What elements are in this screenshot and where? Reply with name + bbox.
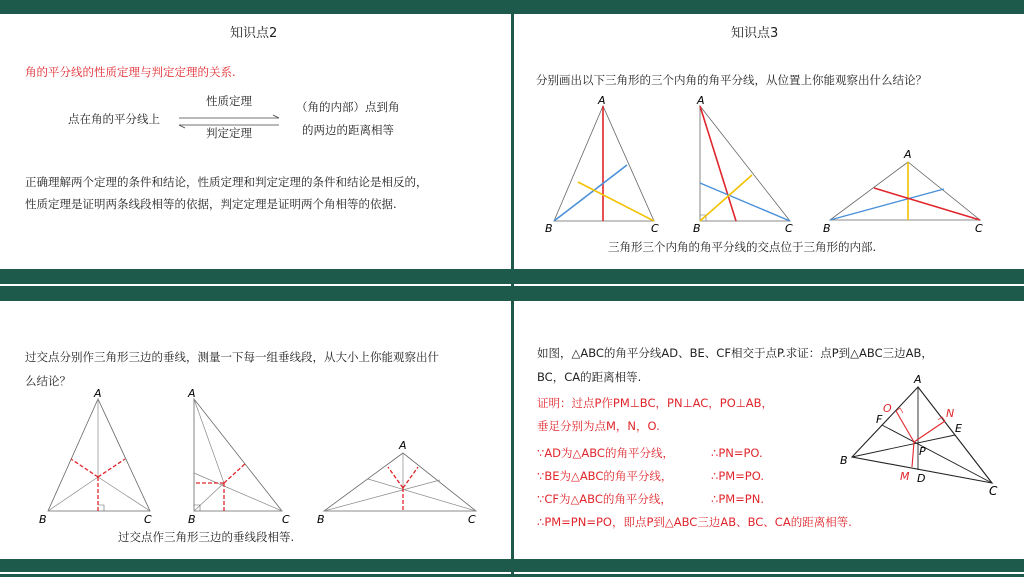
perp-triangle-right-outline (194, 399, 282, 511)
slide4-step1-reason: ∵AD为△ABC的角平分线， (537, 446, 674, 460)
slide2-title: 知识点3 (731, 26, 779, 41)
right-arrow-head (273, 115, 279, 118)
slide4-problem-line1: 如图，△ABC的角平分线AD、BE、CF相交于点P.求证：点P到△ABC三边AB， (537, 346, 933, 360)
perp-pn (914, 421, 945, 442)
slide4-conclusion: ∴PM=PN=PO，即点P到△ABC三边AB、BC、CA的距离相等. (537, 515, 852, 529)
slide1-arrow-top-label: 性质定理 (206, 94, 252, 108)
slide3-caption: 过交点作三角形三边的垂线段相等. (118, 530, 295, 544)
label-c: C (651, 222, 659, 235)
slide3-question-line2: 么结论？ (25, 374, 71, 388)
perp-triangle-acute-outline (48, 399, 150, 511)
label-a: A (697, 94, 705, 107)
label-f: F (876, 413, 883, 426)
label-c: C (989, 484, 998, 498)
slide4-proof-line2: 垂足分别为点M，N，O. (537, 419, 660, 433)
label-b: B (317, 513, 325, 525)
label-a: A (904, 148, 912, 161)
label-b: B (840, 454, 848, 467)
label-c: C (785, 222, 793, 235)
perp-triangle-right (187, 387, 290, 525)
label-m: M (900, 470, 910, 483)
label-c: C (468, 513, 476, 525)
slide3-figures (0, 385, 511, 525)
slide-proof (514, 301, 1024, 559)
perp-pm (912, 442, 914, 467)
figure-mark (194, 399, 224, 483)
label-b: B (823, 222, 831, 235)
triangle-right-outline (700, 106, 790, 221)
slide1-paragraph-line1: 正确理解两个定理的条件和结论，性质定理和判定定理的条件和结论是相反的， (25, 175, 428, 189)
perp-to-ac (403, 467, 418, 488)
triangle-obtuse-outline (830, 162, 980, 220)
slide4-figure (834, 371, 1009, 501)
perp-to-ab (71, 459, 98, 477)
slide-knowledge-2 (0, 14, 511, 269)
slide2-question: 分别画出以下三角形的三个内角的角平分线，从位置上你能观察出什么结论？ (536, 73, 927, 87)
bisector-b-blue (554, 165, 627, 221)
slide4-step1-result: ∴PN=PO. (711, 446, 763, 460)
label-n: N (946, 407, 955, 420)
slide1-subtitle: 角的平分线的性质定理与判定定理的关系. (25, 65, 236, 79)
slide4-step2-reason: ∵BE为△ABC的角平分线， (537, 469, 673, 483)
triangle-abc (852, 387, 992, 483)
label-e: E (955, 422, 962, 435)
slide1-left-label: 点在角的平分线上 (68, 112, 160, 126)
figure-mark (194, 483, 224, 511)
triangle-right (693, 94, 793, 235)
label-a: A (399, 439, 407, 452)
left-arrow-head (179, 125, 185, 128)
slide1-arrow-bottom-label: 判定定理 (206, 126, 252, 140)
label-b: B (545, 222, 553, 235)
bisector-b-blue (700, 183, 790, 221)
triangle-acute (545, 94, 659, 235)
slide2-caption: 三角形三个内角的角平分线的交点位于三角形的内部. (608, 240, 877, 254)
slide1-paragraph-line2: 性质定理是证明两条线段相等的依据，判定定理是证明两个角相等的依据. (25, 197, 397, 211)
perp-triangle-acute (39, 387, 152, 525)
slide1-right-line1: （角的内部）点到角 (296, 100, 400, 114)
slide4-step2-result: ∴PM=PO. (711, 469, 764, 483)
perp-triangle-obtuse (317, 439, 476, 525)
label-a: A (94, 387, 102, 400)
label-c: C (282, 513, 290, 525)
label-b: B (39, 513, 47, 525)
slide1-arrows (175, 114, 285, 130)
slide4-proof-line1: 证明：过点P作PM⊥BC，PN⊥AC，PO⊥AB， (537, 396, 774, 410)
perp-to-ac (224, 463, 246, 483)
slide1-right-line2: 的两边的距离相等 (302, 123, 394, 137)
label-a: A (598, 94, 606, 107)
label-c: C (975, 222, 983, 235)
slide2-figures (514, 92, 1024, 242)
slide3-question-line1: 过交点分别作三角形三边的垂线，测量一下每一组垂线段，从大小上你能观察出什 (25, 350, 439, 364)
figure-mark (98, 505, 104, 511)
slide4-step3-reason: ∵CF为△ABC的角平分线， (537, 492, 672, 506)
label-a: A (914, 373, 922, 386)
slide1-title: 知识点2 (230, 26, 278, 41)
perp-to-ab (388, 467, 403, 488)
slide4-step3-result: ∴PM=PN. (711, 492, 765, 506)
label-d: D (917, 472, 926, 485)
label-c: C (144, 513, 152, 525)
slide-knowledge-3 (514, 14, 1024, 269)
bisector-c-yellow (578, 182, 654, 221)
triangle-acute-outline (554, 106, 654, 221)
label-a: A (188, 387, 196, 400)
label-o: O (883, 402, 892, 415)
label-b: B (693, 222, 701, 235)
figure-mark (194, 473, 282, 511)
bisector-cf (882, 425, 992, 483)
label-b: B (188, 513, 196, 525)
bisector-a-red (700, 106, 736, 221)
bisector-c-yellow (700, 175, 752, 221)
bisector-be (852, 435, 955, 457)
triangle-obtuse (823, 148, 983, 235)
slide-perpendiculars (0, 301, 511, 559)
perp-triangle-obtuse-outline (324, 453, 476, 511)
slide4-problem-line2: BC，CA的距离相等. (537, 370, 642, 384)
label-p: P (919, 445, 926, 458)
perp-to-ac (98, 459, 125, 477)
